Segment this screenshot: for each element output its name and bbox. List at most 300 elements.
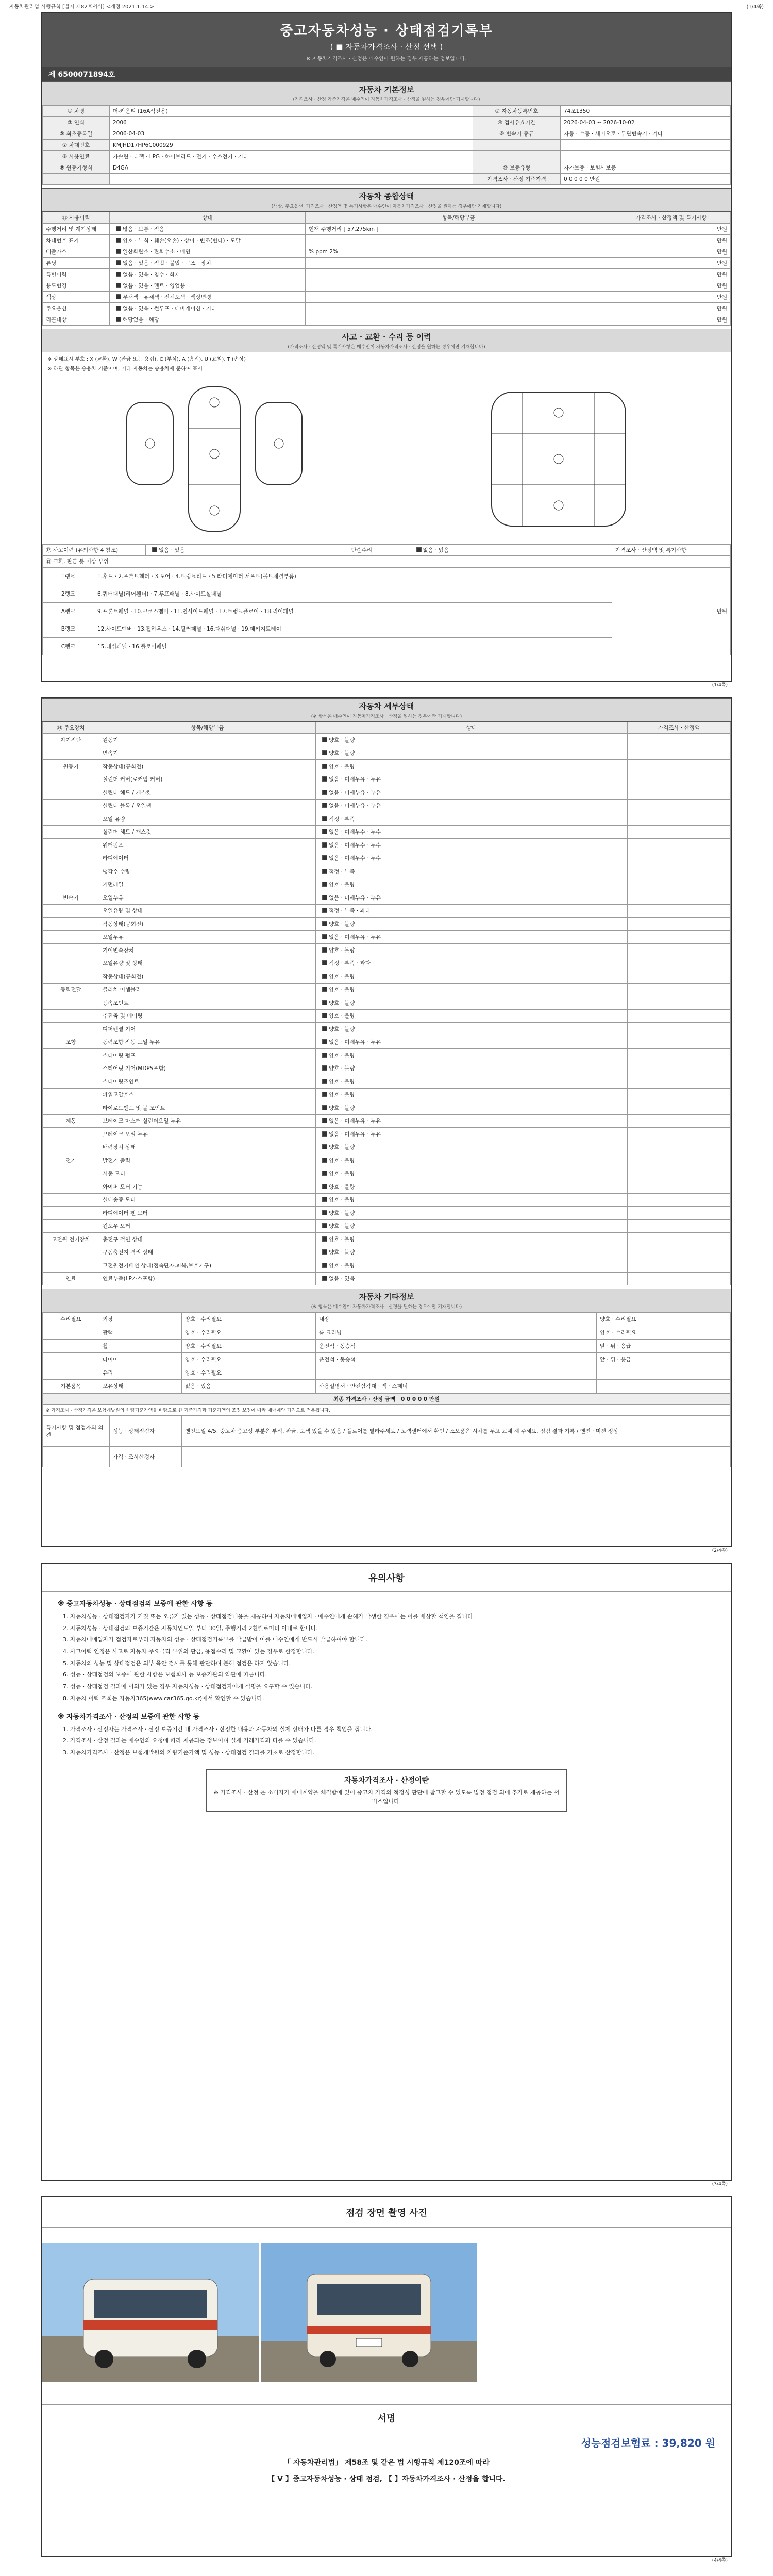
other-group: 수리필요 bbox=[43, 1313, 99, 1326]
other-status-2: 앞 · 뒤 · 응급 bbox=[597, 1353, 731, 1366]
basic-row bbox=[43, 140, 731, 151]
simple-repair-value: 없음 · 있음 bbox=[410, 545, 612, 556]
basic-label: ③ 연식 bbox=[43, 117, 110, 128]
summary-detail bbox=[110, 269, 306, 280]
detail-table bbox=[42, 722, 731, 1285]
detail-part: 스티어링 기어(MDPS포함) bbox=[99, 1062, 316, 1075]
detail-price bbox=[628, 1128, 731, 1141]
detail-device bbox=[43, 1062, 99, 1075]
other-status: 양호 · 수리필요 bbox=[182, 1326, 316, 1340]
form-header bbox=[42, 13, 731, 67]
basic-label: ⑥ 변속기 종류 bbox=[473, 128, 561, 140]
detail-status bbox=[316, 839, 628, 852]
detail-status-text: 양호 · 불량 bbox=[329, 1092, 355, 1098]
summary-detail bbox=[110, 224, 306, 235]
other-status-2 bbox=[597, 1366, 731, 1380]
detail-status-text: 양호 · 불량 bbox=[329, 882, 355, 888]
detail-part: 오일유량 및 상태 bbox=[99, 904, 316, 918]
summary-value bbox=[306, 292, 612, 303]
summary-value bbox=[306, 235, 612, 246]
checkbox-icon bbox=[322, 1184, 327, 1189]
detail-status bbox=[316, 1193, 628, 1207]
basic-label: ⑩ 보증유형 bbox=[473, 162, 561, 174]
basic-value: D4GA bbox=[110, 162, 473, 174]
detail-status-text: 적정 · 부족 · 과다 bbox=[329, 908, 371, 914]
summary-detail-text: 무채색 · 유채색 · 전체도색 · 색상변경 bbox=[123, 294, 212, 300]
detail-status-text: 양호 · 불량 bbox=[329, 763, 355, 770]
detail-row bbox=[43, 1193, 731, 1207]
detail-row bbox=[43, 812, 731, 826]
detail-status bbox=[316, 1101, 628, 1115]
detail-status bbox=[316, 944, 628, 957]
detail-row bbox=[43, 1272, 731, 1285]
detail-row bbox=[43, 1233, 731, 1246]
detail-status-text: 양호 · 불량 bbox=[329, 1171, 355, 1177]
detail-device bbox=[43, 918, 99, 931]
detail-status bbox=[316, 799, 628, 812]
detail-part: 변속기 bbox=[99, 747, 316, 760]
other-status: 양호 · 수리필요 bbox=[182, 1353, 316, 1366]
detail-status bbox=[316, 1207, 628, 1220]
summary-detail-text: 해당없음 · 해당 bbox=[123, 317, 159, 323]
detail-part: 타이로드엔드 및 볼 조인트 bbox=[99, 1101, 316, 1115]
detail-price bbox=[628, 1101, 731, 1115]
detail-status-text: 양호 · 불량 bbox=[329, 921, 355, 927]
summary-row bbox=[43, 303, 731, 314]
summary-detail-text: 없음 · 있음 · 썬루프 · 네비게이션 · 기타 bbox=[123, 306, 217, 312]
notice-paragraph: 2. 가격조사 · 산정 결과는 매수인의 요청에 따라 제공되는 정보이며 실제 거래가격과 다를 수 있습니다. bbox=[63, 1737, 316, 1744]
detail-row bbox=[43, 1207, 731, 1220]
detail-part: 발전기 출력 bbox=[99, 1154, 316, 1167]
checkbox-icon bbox=[322, 1171, 327, 1176]
checkbox-icon bbox=[322, 1158, 327, 1163]
summary-value: 현재 주행거리 [ 57,275km ] bbox=[306, 224, 612, 235]
summary-value bbox=[306, 314, 612, 326]
simple-repair-label: 단순수리 bbox=[348, 545, 410, 556]
detail-price bbox=[628, 904, 731, 918]
checkbox-icon bbox=[322, 764, 327, 769]
detail-status-text: 양호 · 불량 bbox=[329, 1223, 355, 1230]
basic-section-title: 자동차 기본정보 (가격조사 · 산정 가준가격은 매수인이 자동차가격조사 · 산정을 원하는 경우에만 기재합니다) bbox=[42, 81, 731, 105]
detail-price bbox=[628, 1141, 731, 1154]
basic-value: KMJHD17HP6C000929 bbox=[110, 140, 473, 151]
checkbox-icon bbox=[322, 855, 327, 860]
checkbox-icon bbox=[322, 737, 327, 742]
detail-status-text: 양호 · 불량 bbox=[329, 1236, 355, 1243]
detail-status bbox=[316, 812, 628, 826]
inspection-photo-rear bbox=[261, 2243, 477, 2382]
basic-label bbox=[43, 174, 110, 185]
summary-price: 만원 bbox=[612, 303, 731, 314]
detail-status bbox=[316, 996, 628, 1010]
detail-status bbox=[316, 1023, 628, 1036]
rank-label: B랭크 bbox=[43, 620, 94, 638]
detail-price bbox=[628, 1049, 731, 1062]
detail-price bbox=[628, 865, 731, 878]
basic-label bbox=[473, 140, 561, 151]
legal-basis-line-1: 「 자동차관리법」 제58조 및 같은 법 시행규칙 제120조에 따라 bbox=[283, 2459, 490, 2467]
basic-value: 더-카운티 (16A석전용) bbox=[110, 106, 473, 117]
checkbox-icon bbox=[322, 974, 327, 979]
detail-price bbox=[628, 970, 731, 984]
detail-device bbox=[43, 852, 99, 865]
rank-label: 1랭크 bbox=[43, 568, 94, 585]
checkbox-icon bbox=[322, 869, 327, 874]
detail-price bbox=[628, 786, 731, 800]
detail-row bbox=[43, 1088, 731, 1101]
detail-row bbox=[43, 799, 731, 812]
detail-price bbox=[628, 799, 731, 812]
checkbox-icon bbox=[322, 1039, 327, 1044]
detail-part: 추진축 및 베어링 bbox=[99, 1009, 316, 1023]
other-group bbox=[43, 1353, 99, 1366]
other-group: 기본품목 bbox=[43, 1380, 99, 1393]
detail-device bbox=[43, 1259, 99, 1273]
checkbox-icon bbox=[322, 882, 327, 887]
page-mark: (2/4쪽) bbox=[712, 1548, 728, 1553]
detail-row bbox=[43, 760, 731, 773]
form-title: 중고자동차성능 · 상태점검기록부 bbox=[280, 23, 493, 39]
summary-detail bbox=[110, 235, 306, 246]
detail-part: 시동 모터 bbox=[99, 1167, 316, 1180]
detail-status bbox=[316, 918, 628, 931]
form-subtitle: ( ■ 자동차가격조사 · 산정 선택 ) bbox=[330, 42, 443, 52]
detail-price bbox=[628, 1233, 731, 1246]
basic-label: ① 차명 bbox=[43, 106, 110, 117]
top-line bbox=[0, 0, 773, 12]
detail-row bbox=[43, 839, 731, 852]
detail-row bbox=[43, 944, 731, 957]
checkbox-icon bbox=[322, 1210, 327, 1215]
detail-device bbox=[43, 773, 99, 786]
detail-row bbox=[43, 1036, 731, 1049]
car-diagram bbox=[42, 374, 731, 544]
detail-part: 클러치 어셈블리 bbox=[99, 983, 316, 996]
detail-part: 오일 유량 bbox=[99, 812, 316, 826]
detail-price bbox=[628, 1246, 731, 1259]
detail-price bbox=[628, 773, 731, 786]
insurance-fee: 성능점검보험료 : 39,820 원 bbox=[581, 2437, 715, 2449]
detail-price bbox=[628, 747, 731, 760]
detail-status-text: 양호 · 불량 bbox=[329, 999, 355, 1006]
checkbox-icon bbox=[116, 283, 121, 288]
detail-status bbox=[316, 1272, 628, 1285]
summary-col-status: 상태 bbox=[110, 212, 306, 224]
detail-part: 실린더 헤드 / 개스킷 bbox=[99, 825, 316, 839]
checkbox-icon bbox=[322, 1092, 327, 1097]
detail-section-title: 자동차 세부상태 (※ 항목은 매수인이 자동차가격조사 · 산정을 원하는 경우에만 기재합니다) bbox=[42, 698, 731, 722]
other-status-2: 앞 · 뒤 · 응급 bbox=[597, 1340, 731, 1353]
detail-part: 연료누출(LP가스포함) bbox=[99, 1272, 316, 1285]
basic-value: 가솔린 · 디젤 · LPG · 하이브리드 · 전기 · 수소전기 · 기타 bbox=[110, 151, 473, 162]
detail-price bbox=[628, 1023, 731, 1036]
checkbox-icon bbox=[322, 921, 327, 926]
detail-price bbox=[628, 1062, 731, 1075]
detail-status-text: 양호 · 불량 bbox=[329, 987, 355, 993]
detail-row bbox=[43, 878, 731, 891]
detail-status bbox=[316, 865, 628, 878]
summary-price: 만원 bbox=[612, 269, 731, 280]
detail-status bbox=[316, 1088, 628, 1101]
detail-device bbox=[43, 747, 99, 760]
detail-device bbox=[43, 1075, 99, 1089]
summary-item: 주요옵션 bbox=[43, 303, 110, 314]
page-3-notice bbox=[41, 1563, 732, 2187]
other-part: 타이어 bbox=[99, 1353, 182, 1366]
summary-row bbox=[43, 280, 731, 292]
detail-price bbox=[628, 1167, 731, 1180]
detail-part: 냉각수 수량 bbox=[99, 865, 316, 878]
detail-status bbox=[316, 1036, 628, 1049]
final-price-note: ※ 가격조사 · 산정가격은 보험개발원의 차량기준가액을 바탕으로 한 기준가격과 기준가액의 조정 보정에 따라 매매계약 가격으로 적용됩니다. bbox=[43, 1405, 731, 1415]
other-part: 휠 bbox=[99, 1340, 182, 1353]
appraisal-info-text: ※ 가격조사 · 산정 은 소비자가 매매계약을 체결함에 있어 중고차 가격의 적정성 판단에 참고할 수 있도록 법정 점검 외에 추가로 제공하는 서비스입니다. bbox=[213, 1789, 560, 1805]
inspection-photo-front bbox=[42, 2243, 259, 2382]
other-status: 양호 · 수리필요 bbox=[182, 1366, 316, 1380]
detail-row bbox=[43, 1101, 731, 1115]
detail-status-text: 없음 · 미세누유 · 누유 bbox=[329, 1118, 381, 1125]
detail-part: 고전원전기배선 상태(접속단자,피복,보호기구) bbox=[99, 1259, 316, 1273]
detail-status-text: 없음 · 미세누유 · 누유 bbox=[329, 1131, 381, 1138]
summary-detail bbox=[110, 258, 306, 269]
detail-part: 브레이크 오일 누유 bbox=[99, 1128, 316, 1141]
detail-status-text: 양호 · 불량 bbox=[329, 1249, 355, 1256]
other-section-title: 자동차 기타정보 (※ 항목은 매수인이 자동차가격조사 · 산정을 원하는 경우에만 기재합니다) bbox=[42, 1289, 731, 1312]
other-group bbox=[43, 1340, 99, 1353]
checkbox-icon bbox=[322, 934, 327, 939]
rank-price: 만원 bbox=[612, 568, 731, 655]
detail-device: 동력전달 bbox=[43, 983, 99, 996]
checkbox-icon bbox=[116, 317, 121, 322]
detail-device: 원동기 bbox=[43, 760, 99, 773]
other-part-2: 룸 크리닝 bbox=[316, 1326, 597, 1340]
basic-value: 2026-04-03 ~ 2026-10-02 bbox=[561, 117, 731, 128]
checkbox-icon bbox=[322, 1249, 327, 1255]
detail-status-text: 없음 · 있음 bbox=[329, 1276, 355, 1282]
basic-row bbox=[43, 151, 731, 162]
basic-value bbox=[561, 151, 731, 162]
basic-row bbox=[43, 174, 731, 185]
detail-status-text: 양호 · 불량 bbox=[329, 973, 355, 980]
detail-price bbox=[628, 1272, 731, 1285]
checkbox-icon bbox=[322, 1236, 327, 1242]
detail-status bbox=[316, 957, 628, 970]
detail-row bbox=[43, 1180, 731, 1194]
detail-price bbox=[628, 812, 731, 826]
appraiser-label: 가격 · 조사산정자 bbox=[110, 1447, 182, 1467]
detail-device bbox=[43, 799, 99, 812]
summary-detail bbox=[110, 280, 306, 292]
detail-device bbox=[43, 957, 99, 970]
detail-part: 작동상태(공회전) bbox=[99, 760, 316, 773]
detail-price bbox=[628, 1154, 731, 1167]
rank-label: C랭크 bbox=[43, 638, 94, 655]
basic-label bbox=[473, 151, 561, 162]
form-note: ※ 자동차가격조사 · 산정은 매수인이 원하는 경우 제공하는 정보입니다. bbox=[306, 56, 467, 62]
other-status-2: 양호 · 수리필요 bbox=[597, 1313, 731, 1326]
detail-status-text: 양호 · 불량 bbox=[329, 1183, 355, 1190]
detail-part: 윈도우 모터 bbox=[99, 1219, 316, 1233]
basic-value: 74조1350 bbox=[561, 106, 731, 117]
detail-part: 워터펌프 bbox=[99, 839, 316, 852]
detail-part: 오일유량 및 상태 bbox=[99, 957, 316, 970]
detail-status bbox=[316, 1167, 628, 1180]
page-mark: (3/4쪽) bbox=[712, 2182, 728, 2187]
checkbox-icon bbox=[116, 306, 121, 311]
other-row bbox=[43, 1313, 731, 1326]
checkbox-icon bbox=[322, 829, 327, 834]
detail-status-text: 양호 · 불량 bbox=[329, 1262, 355, 1269]
basic-label: ⑨ 원동기형식 bbox=[43, 162, 110, 174]
detail-row bbox=[43, 825, 731, 839]
page-2 bbox=[41, 697, 732, 1553]
rank-row bbox=[43, 568, 731, 585]
detail-part: 브레이크 마스터 실린더오일 누유 bbox=[99, 1114, 316, 1128]
basic-row bbox=[43, 117, 731, 128]
detail-row bbox=[43, 918, 731, 931]
detail-status-text: 없음 · 미세누수 · 누수 bbox=[329, 829, 381, 836]
detail-status-text: 없음 · 미세누유 · 누유 bbox=[329, 934, 381, 941]
checkbox-icon bbox=[322, 842, 327, 848]
detail-status-text: 양호 · 불량 bbox=[329, 737, 355, 743]
detail-price bbox=[628, 1207, 731, 1220]
accident-legend-2: ※ 하단 항목은 승용차 기준이며, 기타 자동차는 승용차에 준하여 표시 bbox=[47, 366, 203, 372]
detail-device bbox=[43, 1246, 99, 1259]
checkbox-icon bbox=[116, 238, 121, 243]
detail-status bbox=[316, 773, 628, 786]
summary-price: 만원 bbox=[612, 246, 731, 258]
other-row bbox=[43, 1366, 731, 1380]
notice-section-2: ※ 자동차가격조사 · 산정의 보증에 관한 사항 등 bbox=[58, 1713, 200, 1721]
detail-price bbox=[628, 930, 731, 944]
other-part: 외장 bbox=[99, 1313, 182, 1326]
detail-device bbox=[43, 1207, 99, 1220]
detail-status bbox=[316, 970, 628, 984]
other-row bbox=[43, 1353, 731, 1366]
summary-item: 용도변경 bbox=[43, 280, 110, 292]
checkbox-icon bbox=[322, 947, 327, 953]
notice-paragraph: 3. 자동차매매업자가 점검자로부터 자동차의 성능 · 상태점검기록부를 발급받아 이를 매수인에게 반드시 발급하여야 합니다. bbox=[63, 1636, 367, 1643]
detail-part: 실린더 블록 / 오일팬 bbox=[99, 799, 316, 812]
detail-col-device: ⑭ 주요장치 bbox=[43, 722, 99, 734]
detail-status bbox=[316, 1246, 628, 1259]
summary-row bbox=[43, 246, 731, 258]
inspector-label: 성능 · 상태점검자 bbox=[110, 1416, 182, 1447]
other-part: 유리 bbox=[99, 1366, 182, 1380]
detail-price bbox=[628, 852, 731, 865]
basic-value: 2006 bbox=[110, 117, 473, 128]
other-row bbox=[43, 1380, 731, 1393]
detail-status bbox=[316, 747, 628, 760]
detail-col-part: 항목/해당부품 bbox=[99, 722, 316, 734]
detail-part: 오일누유 bbox=[99, 891, 316, 905]
summary-value bbox=[306, 269, 612, 280]
detail-part: 라디에이터 팬 모터 bbox=[99, 1207, 316, 1220]
other-row bbox=[43, 1326, 731, 1340]
summary-value: % ppm 2% bbox=[306, 246, 612, 258]
detail-row bbox=[43, 983, 731, 996]
checkbox-icon bbox=[322, 803, 327, 808]
detail-row bbox=[43, 786, 731, 800]
detail-status-text: 양호 · 불량 bbox=[329, 1210, 355, 1216]
checkbox-icon bbox=[116, 249, 121, 254]
other-part-2 bbox=[316, 1366, 597, 1380]
detail-status-text: 양호 · 불량 bbox=[329, 1105, 355, 1111]
detail-status bbox=[316, 786, 628, 800]
detail-part: 작동상태(공회전) bbox=[99, 970, 316, 984]
detail-price bbox=[628, 1180, 731, 1194]
detail-part: 동력조향 작동 오일 누유 bbox=[99, 1036, 316, 1049]
detail-part: 작동상태(공회전) bbox=[99, 918, 316, 931]
other-status: 양호 · 수리필요 bbox=[182, 1313, 316, 1326]
detail-part: 실린더 헤드 / 개스킷 bbox=[99, 786, 316, 800]
notice-paragraph: 4. 사고이력 인정은 사고로 자동차 주요골격 부위의 판금, 용접수리 및 교환이 있는 경우로 한정합니다. bbox=[63, 1648, 314, 1655]
notice-paragraph: 8. 자동차 이력 조회는 자동차365(www.car365.go.kr)에서 확인할 수 있습니다. bbox=[63, 1694, 264, 1702]
checkbox-icon bbox=[322, 1118, 327, 1123]
detail-status bbox=[316, 891, 628, 905]
accident-section-title: 사고 · 교환 · 수리 등 이력 (가격조사 · 산정액 및 특기사항은 매수인이 자동차가격조사 · 산정을 원하는 경우에만 기재합니다) bbox=[42, 329, 731, 352]
detail-device: 자기진단 bbox=[43, 734, 99, 747]
summary-value bbox=[306, 258, 612, 269]
other-status: 양호 · 수리필요 bbox=[182, 1340, 316, 1353]
detail-status-text: 양호 · 불량 bbox=[329, 1157, 355, 1164]
detail-price bbox=[628, 1219, 731, 1233]
car-frame-diagram bbox=[461, 382, 657, 536]
detail-status bbox=[316, 760, 628, 773]
checkbox-icon bbox=[322, 1223, 327, 1228]
detail-row bbox=[43, 852, 731, 865]
summary-detail-text: 일산화탄소 · 탄화수소 · 매연 bbox=[123, 249, 191, 255]
detail-device bbox=[43, 825, 99, 839]
checkbox-icon bbox=[322, 1000, 327, 1005]
detail-status bbox=[316, 1233, 628, 1246]
detail-status-text: 적정 · 부족 bbox=[329, 868, 355, 875]
basic-value bbox=[110, 174, 473, 185]
summary-col-item: 항목/해당부품 bbox=[306, 212, 612, 224]
detail-device bbox=[43, 1167, 99, 1180]
detail-status bbox=[316, 878, 628, 891]
detail-device: 조향 bbox=[43, 1036, 99, 1049]
detail-status bbox=[316, 904, 628, 918]
document-number: 제 6500071894호 bbox=[42, 67, 731, 81]
detail-status bbox=[316, 1154, 628, 1167]
summary-detail-text: 없음 · 있음 · 렌트 · 영업용 bbox=[123, 283, 186, 289]
checkbox-icon bbox=[116, 260, 121, 265]
detail-part: 커먼레일 bbox=[99, 878, 316, 891]
detail-part: 충전구 절연 상태 bbox=[99, 1233, 316, 1246]
summary-item: 배출가스 bbox=[43, 246, 110, 258]
basic-value: 자동 · 수동 · 세미오토 · 무단변속기 · 기타 bbox=[561, 128, 731, 140]
checkbox-icon bbox=[116, 272, 121, 277]
rank-label: 2랭크 bbox=[43, 585, 94, 603]
basic-label: ④ 검사유효기간 bbox=[473, 117, 561, 128]
detail-status bbox=[316, 1259, 628, 1273]
detail-row bbox=[43, 1062, 731, 1075]
detail-device bbox=[43, 904, 99, 918]
checkbox-icon bbox=[322, 750, 327, 755]
page-1 bbox=[41, 12, 732, 688]
checkbox-icon bbox=[322, 1263, 327, 1268]
page-4-photos bbox=[41, 2196, 732, 2563]
summary-detail bbox=[110, 246, 306, 258]
detail-device bbox=[43, 944, 99, 957]
detail-status-text: 양호 · 불량 bbox=[329, 1144, 355, 1151]
detail-price bbox=[628, 983, 731, 996]
detail-row bbox=[43, 1114, 731, 1128]
other-part: 광택 bbox=[99, 1326, 182, 1340]
detail-part: 실내송풍 모터 bbox=[99, 1193, 316, 1207]
accident-history-label: ⑫ 사고이력 (유의사항 4 참조) bbox=[43, 545, 146, 556]
